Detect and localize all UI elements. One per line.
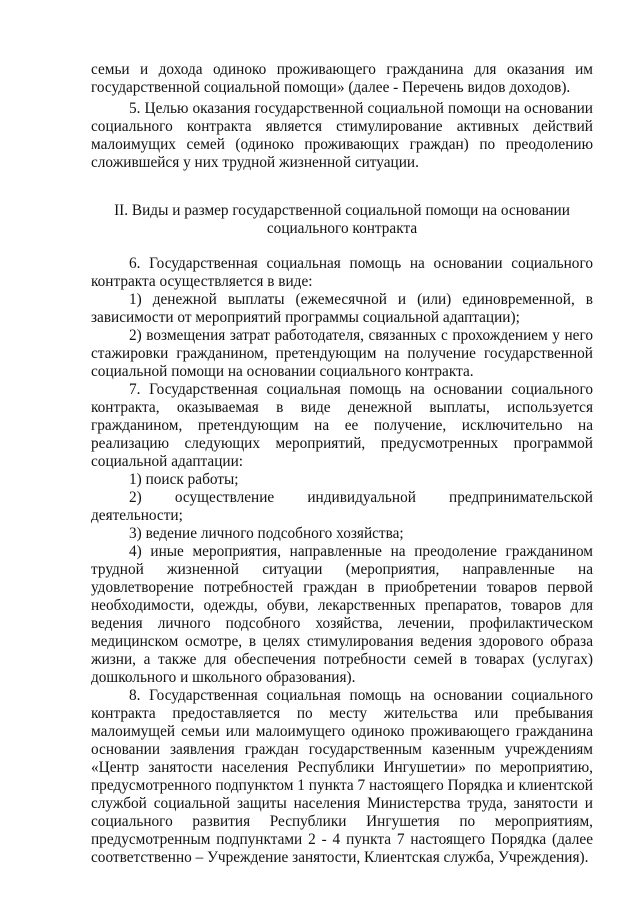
- section-heading: [91, 202, 593, 238]
- text-line: 1) поиск работы;: [129, 471, 239, 488]
- text-line: социального контракта является стимулирование активных действий: [91, 118, 593, 135]
- text-line: предусмотренным подпунктами 2 - 4 пункта 7 настоящего Порядка (далее: [91, 831, 593, 848]
- text-line: основании заявления граждан государственным казенным учреждениям: [91, 741, 593, 758]
- text-line: гражданином, претендующим на ее получение, исключительно на: [91, 417, 593, 434]
- text-line: малоимущих семей (одиноко проживающих граждан) по преодолению: [91, 136, 593, 153]
- text-line: 4) иные мероприятия, направленные на преодоление гражданином: [129, 543, 593, 560]
- text-line: медицинском осмотре, в целях стимулирования ведения здорового образа: [91, 633, 593, 650]
- paragraph-5: [91, 100, 593, 172]
- text-line: 6. Государственная социальная помощь на основании социального: [129, 255, 593, 272]
- text-line: социального развития Республики Ингушетия по мероприятиям,: [91, 813, 593, 830]
- text-line: трудной жизненной ситуации (мероприятия, направленные на: [91, 561, 593, 578]
- text-line: государственной социальной помощи» (далее - Перечень видов доходов).: [91, 79, 571, 96]
- text-line: 7. Государственная социальная помощь на основании социального: [129, 381, 593, 398]
- text-line: необходимости, одежды, обуви, лекарственных препаратов, товаров для: [91, 597, 593, 614]
- text-line: зависимости от мероприятий программы социальной адаптации);: [91, 309, 520, 326]
- text-line: сложившейся у них трудной жизненной ситуации.: [91, 154, 419, 171]
- text-line: 8. Государственная социальная помощь на основании социального: [129, 687, 593, 704]
- text-line: малоимущей семьи или малоимущего одиноко проживающего гражданина: [91, 723, 593, 740]
- text-line: контракта осуществляется в виде:: [91, 273, 313, 290]
- text-line: стажировки гражданином, претендующим на получение государственной: [91, 345, 593, 362]
- heading-line: социального контракта: [266, 220, 418, 237]
- section-body: [91, 255, 593, 867]
- text-line: семьи и дохода одиноко проживающего гражданина для оказания им: [91, 61, 593, 78]
- text-line: «Центр занятости населения Республики Ингушетии» по мероприятию,: [91, 759, 593, 776]
- text-line: социальной помощи на основании социального контракта.: [91, 363, 474, 380]
- text-line: контракта предоставляется по месту жительства или пребывания: [91, 705, 593, 722]
- text-line: контракта, оказываемая в виде денежной выплаты, используется: [91, 399, 593, 416]
- text-line: 2) осуществление индивидуальной предпринимательской: [129, 489, 593, 506]
- text-line: соответственно – Учреждение занятости, Клиентская служба, Учреждения).: [91, 849, 589, 866]
- text-line: жизни, а также для обеспечения потребности семей в товарах (услугах): [91, 651, 593, 668]
- text-line: 2) возмещения затрат работодателя, связанных с прохождением у него: [129, 327, 593, 344]
- heading-line: II. Виды и размер государственной социальной помощи на основании: [114, 202, 570, 219]
- text-line: деятельности;: [91, 507, 183, 524]
- text-line: реализацию следующих мероприятий, предусмотренных программой: [91, 435, 593, 452]
- text-line: 1) денежной выплаты (ежемесячной и (или) единовременной, в: [129, 291, 593, 308]
- text-line: дошкольного и школьного образования).: [91, 669, 356, 686]
- text-line: 3) ведение личного подсобного хозяйства;: [129, 525, 404, 542]
- text-line: ведения личного подсобного хозяйства, лечении, профилактическом: [91, 615, 593, 632]
- text-line: социальной адаптации:: [91, 453, 244, 470]
- intro-paragraph: [91, 61, 593, 97]
- text-line: предусмотренного подпунктом 1 пункта 7 настоящего Порядка и клиентской: [91, 777, 593, 794]
- text-line: 5. Целью оказания государственной социальной помощи на основании: [129, 100, 593, 117]
- text-line: службой социальной защиты населения Министерства труда, занятости и: [91, 795, 593, 812]
- text-line: удовлетворение потребностей граждан в приобретении товаров первой: [91, 579, 593, 596]
